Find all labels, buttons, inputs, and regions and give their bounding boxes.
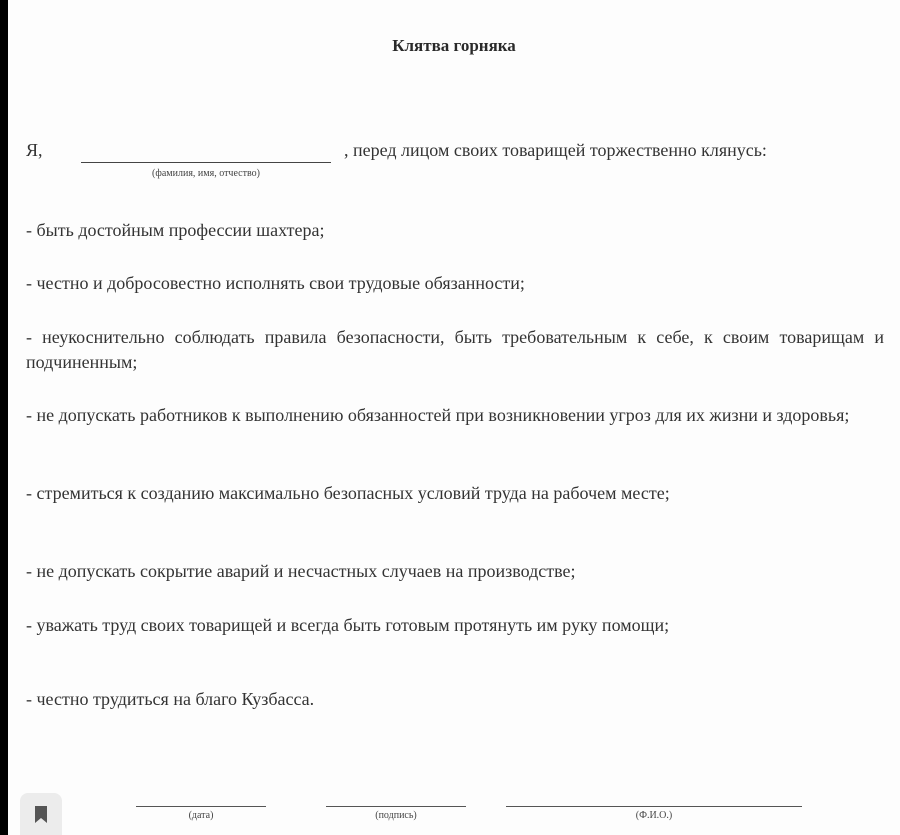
signature-field (326, 806, 466, 821)
intro-pronoun: Я, (26, 140, 43, 160)
oath-item: - стремиться к созданию максимально безопасных условий труда на рабочем месте; (26, 483, 670, 503)
intro-continuation: , перед лицом своих товарищей торжественно клянусь: (344, 140, 767, 160)
oath-intro (26, 140, 896, 190)
date-caption: (дата) (188, 810, 214, 821)
signature-line (326, 806, 466, 807)
oath-item: - быть достойным профессии шахтера; (26, 220, 325, 240)
oath-item: - честно трудиться на благо Кузбасса. (26, 689, 315, 709)
bookmark-button[interactable] (20, 793, 62, 835)
fio-caption: (Ф.И.О.) (635, 810, 673, 821)
date-line (136, 806, 266, 807)
document-title: Клятва горняка (392, 36, 516, 55)
oath-item: - честно и добросовестно исполнять свои трудовые обязанности; (26, 273, 525, 293)
oath-item: - неукоснительно соблюдать правила безопасности, быть требовательным к себе, к своим товарищам и подчиненным; (26, 327, 884, 372)
document-page (8, 0, 900, 835)
signature-caption: (подпись) (375, 810, 417, 821)
date-field (136, 806, 266, 821)
oath-item: - уважать труд своих товарищей и всегда быть готовым протянуть им руку помощи; (26, 615, 670, 635)
bookmark-icon (34, 806, 48, 823)
oath-item: - не допускать сокрытие аварий и несчастных случаев на производстве; (26, 561, 576, 581)
name-caption: (фамилия, имя, отчество) (152, 168, 260, 179)
fio-field (506, 806, 802, 821)
oath-item: - не допускать работников к выполнению обязанностей при возникновении угроз для их жизни и здоровья; (26, 405, 850, 425)
name-blank-line (81, 162, 331, 163)
fio-line (506, 806, 802, 807)
